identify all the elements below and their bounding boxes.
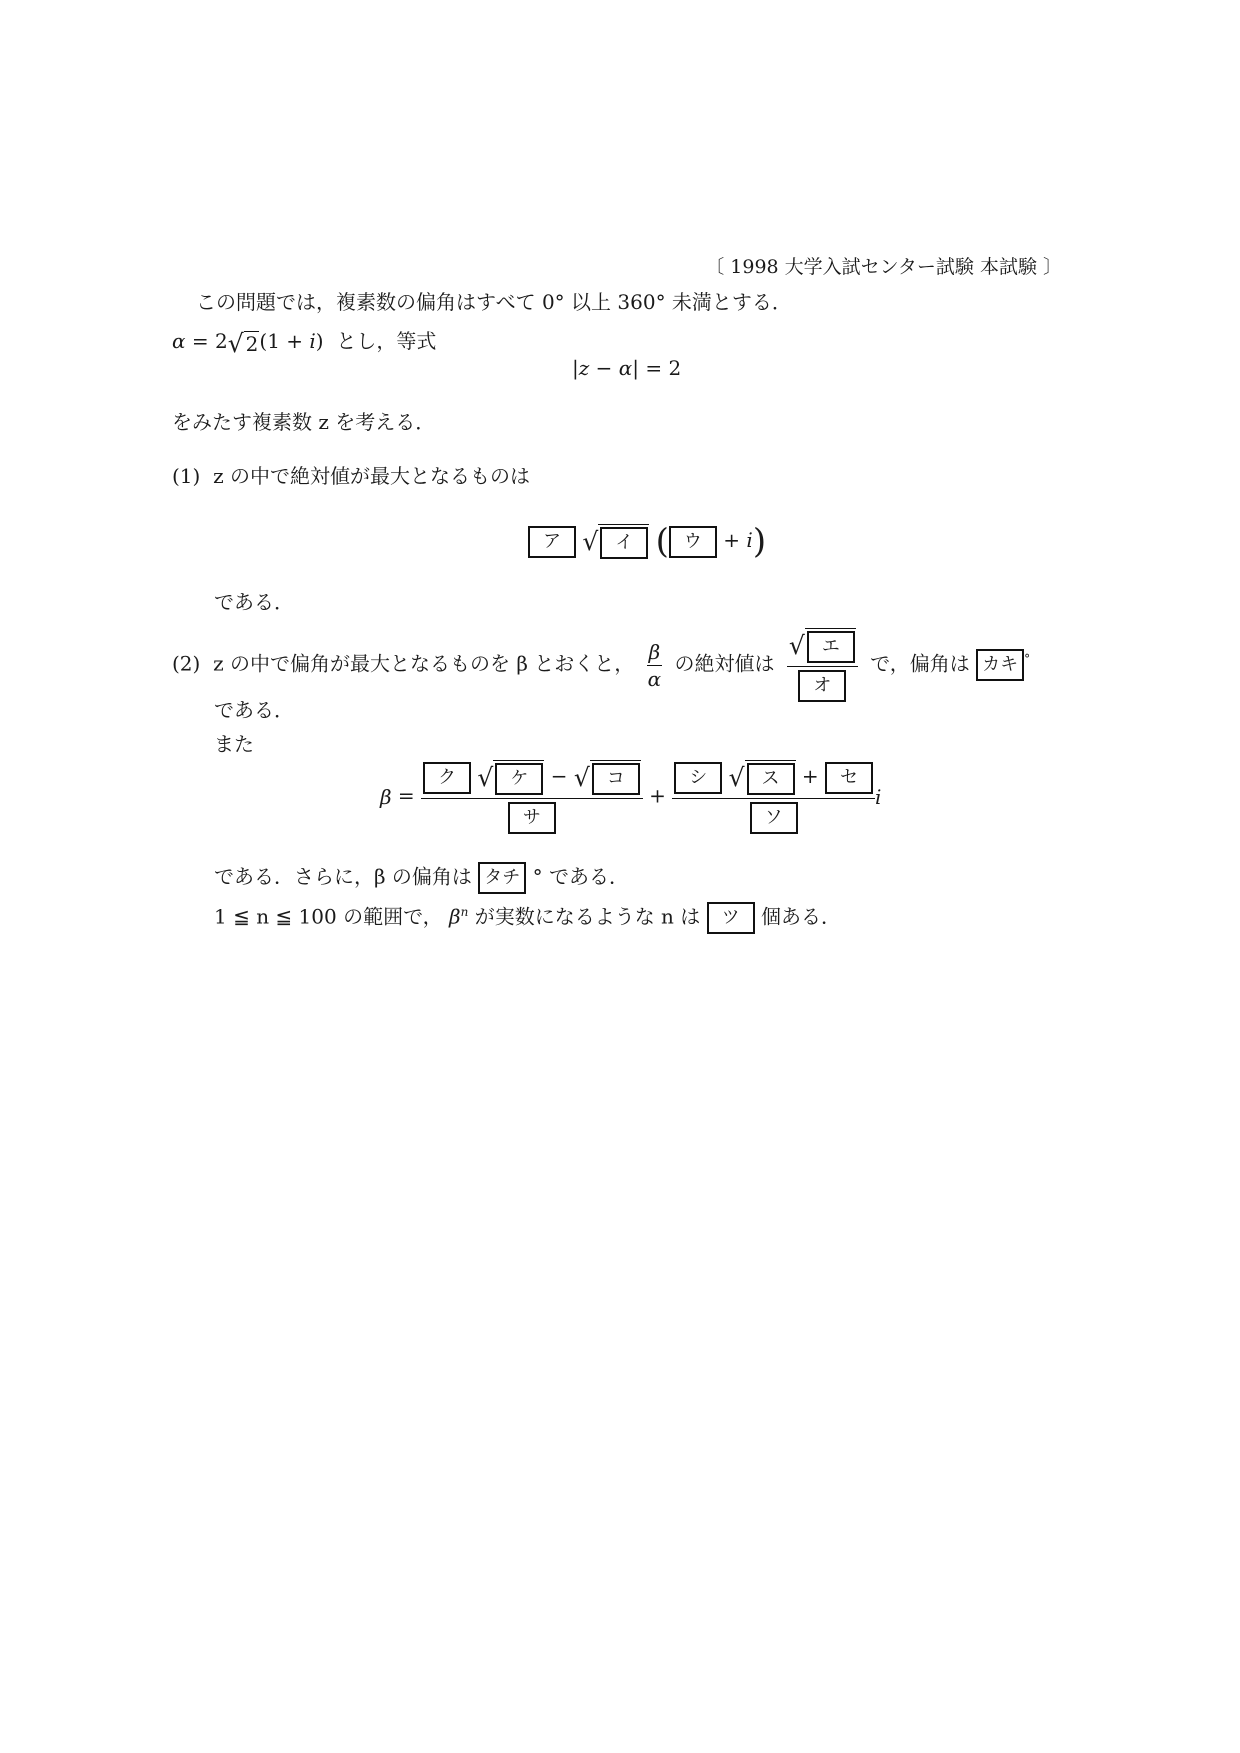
range-line-c: 個ある． [761,904,842,929]
beta-imag-part: $\frac{\text{シ √ ス + セ}}{\text{ソ}}$ [672,760,875,834]
sentence-after-beta: である．さらに，β の偏角は [214,864,472,889]
blank-o[interactable]: オ [798,670,846,702]
range-line-b: が実数になるような n は [474,904,701,929]
part1-question [172,466,530,486]
alpha-definition-suffix: とし，等式 [336,329,437,353]
part2-label: (2) [172,651,201,676]
blank-ko[interactable]: コ [592,763,640,795]
blank-a[interactable]: ア [528,526,576,558]
part1-text: z の中で絶対値が最大となるものは [213,464,530,488]
blank-sa[interactable]: サ [508,802,556,834]
blank-e[interactable]: エ [807,631,855,663]
blank-su[interactable]: ス [747,763,795,795]
blank-tsu[interactable]: ツ [707,902,755,934]
source-label: 〔 1998 大学入試センター試験 本試験 〕 [705,256,1062,278]
abs-value-fraction: $\frac{\text{√ エ}}{\text{オ}}$ [787,628,858,702]
beta-formula: β = $\frac{\text{ク √ ケ − √ コ}}{\text{サ}}$ + $\frac{\text{シ √ ス + セ}}{\text{ソ}}$ i [380,760,881,834]
sentence-after-beta-tail: ° である． [532,864,629,889]
intro-line-3: をみたす複素数 z を考える． [172,410,436,434]
range-sentence: 1 ≦ n ≦ 100 の範囲で， $\beta^n$ が実数になるような n は ツ 個ある． [214,902,841,934]
blank-u[interactable]: ウ [669,526,717,558]
blank-se[interactable]: セ [825,762,873,794]
blank-shi[interactable]: シ [674,762,722,794]
part2-text-a: z の中で偏角が最大となるものを β とおくと， [213,651,635,676]
part1-label: (1) [172,464,201,488]
blank-i[interactable]: イ [600,527,648,559]
part2-text-c: で，偏角は [870,651,970,676]
blank-kaki[interactable]: カキ [976,649,1024,681]
part1-answer-expression: ア √ イ ( ウ + i) [528,524,766,559]
part2-tail: である． [214,698,294,722]
blank-ku[interactable]: ク [423,762,471,794]
intro-line-1: この問題では，複素数の偏角はすべて 0° 以上 360° 未満とする． [196,290,792,314]
part2-question [172,628,1030,702]
range-line-a: 1 ≦ n ≦ 100 の範囲で， [214,904,443,929]
part2-also: また [214,732,254,756]
part1-tail: である． [214,590,294,614]
beta-over-alpha: $\frac{\beta}{\alpha}$ [647,639,662,691]
beta-argument-sentence [214,862,629,894]
blank-ke[interactable]: ケ [495,763,543,795]
blank-tachi[interactable]: タチ [478,862,526,894]
degree-mark: ° [1024,651,1031,666]
alpha-definition: α = 2√ 2(1 + i) とし，等式 [172,329,437,358]
blank-so[interactable]: ソ [750,802,798,834]
part2-text-b: の絶対値は [674,651,775,676]
beta-real-part: $\frac{\text{ク √ ケ − √ コ}}{\text{サ}}$ [421,760,643,834]
equation-display: |z − α| = 2 [572,356,682,380]
